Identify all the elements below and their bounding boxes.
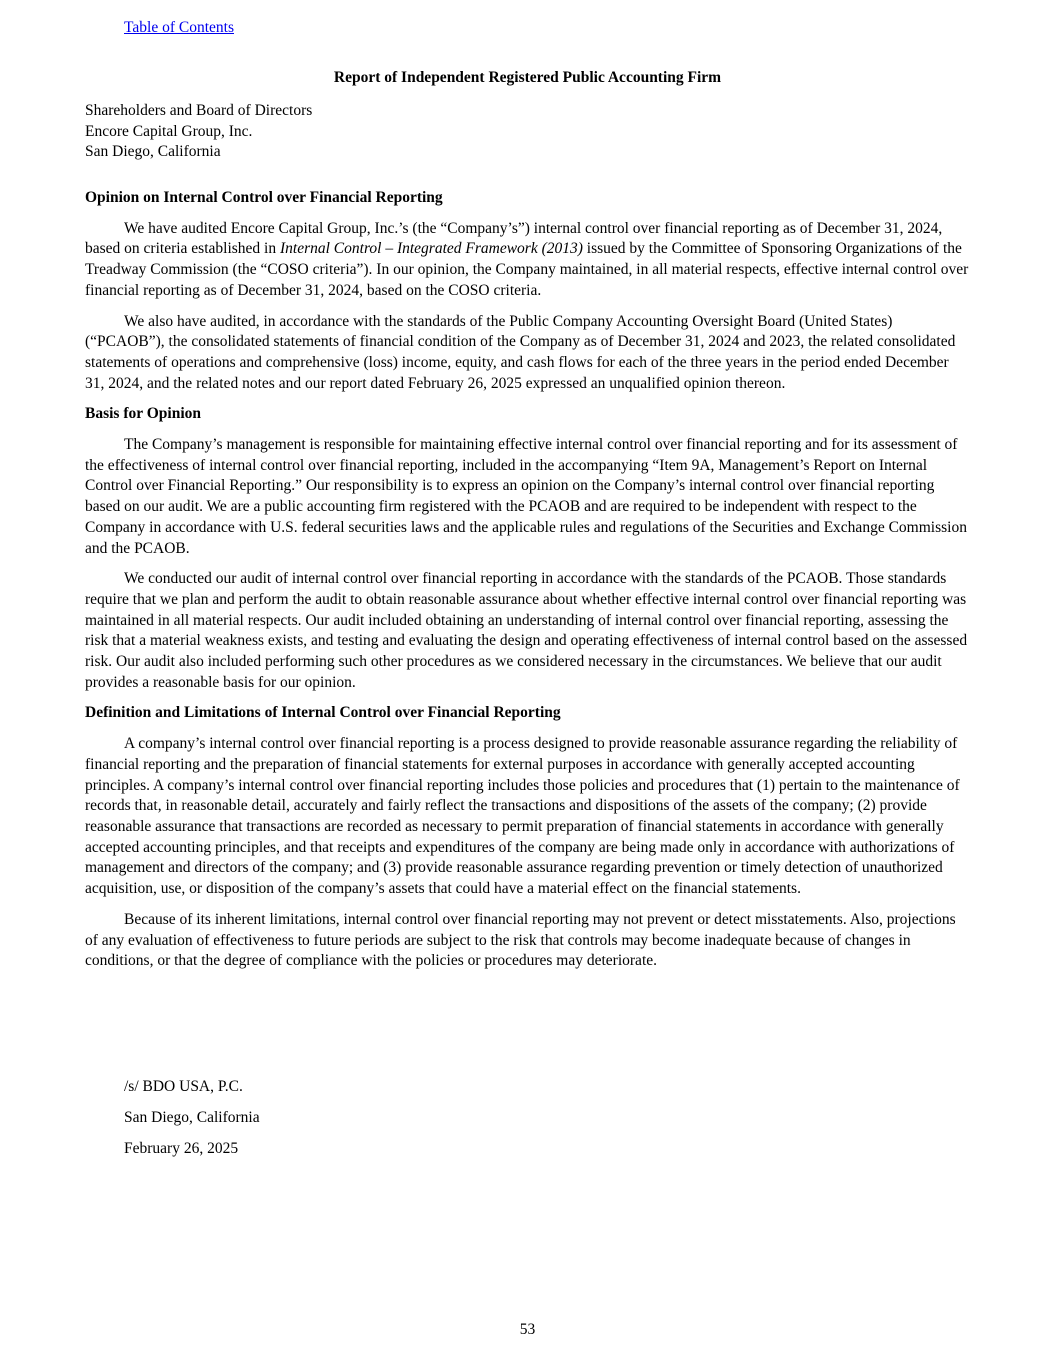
- addressee-line-2: Encore Capital Group, Inc.: [85, 122, 253, 140]
- definition-paragraph-1: A company’s internal control over financial reporting is a process designed to provide reasonable assurance regarding the reliability of financial reporting and the preparation of financial statements for external purposes in accordance with generally accepted accounting principles. A company’s internal control over financial reporting includes those policies and procedures that (1) pertain to the maintenance of records that, in reasonable detail, accurately and fairly reflect the transactions and dispositions of the assets of the company; (2) provide reasonable assurance that transactions are recorded as necessary to permit preparation of financial statements in accordance with generally accepted accounting principles, and that receipts and expenditures of the company are being made only in accordance with authorizations of management and directors of the company; and (3) provide reasonable assurance regarding prevention or timely detection of unauthorized acquisition, use, or disposition of the company’s assets that could have a material effect on the financial statements.: [85, 735, 960, 898]
- opinion-heading: Opinion on Internal Control over Financial Reporting: [85, 189, 443, 206]
- addressee-block: [85, 101, 312, 163]
- signature-location: San Diego, California: [124, 1109, 260, 1127]
- signature-date: February 26, 2025: [124, 1140, 239, 1158]
- opinion-p1-text-start: We have audited Encore Capital Group, Inc.’s (the “Company’s”) internal control over financial reporting as of December 31, 2024, based on criteria established in: [85, 219, 943, 258]
- signature-firm: /s/ BDO USA, P.C.: [124, 1078, 243, 1095]
- basis-paragraph-2: We conducted our audit of internal control over financial reporting in accordance with the standards of the PCAOB. Those standards require that we plan and perform the audit to obtain reasonable assurance about whether effective internal control over financial reporting was maintained in all material respects. Our audit included obtaining an understanding of internal control over financial reporting, assessing the risk that a material weakness exists, and testing and evaluating the design and operating effectiveness of internal control based on the assessed risk. Our audit also included performing such other procedures as we considered necessary in the circumstances. We believe that our audit provides a reasonable basis for our opinion.: [85, 570, 968, 691]
- basis-heading: Basis for Opinion: [85, 405, 202, 423]
- basis-paragraph-1: The Company’s management is responsible for maintaining effective internal control over financial reporting and for its assessment of the effectiveness of internal control over financial reporting, included in the accompanying “Item 9A, Management’s Report on Internal Control over Financial Reporting.” Our responsibility is to express an opinion on the Company’s internal control over financial reporting based on our audit. We are a public accounting firm registered with the PCAOB and are required to be independent with respect to the Company in accordance with U.S. federal securities laws and the applicable rules and regulations of the Securities and Exchange Commission and the PCAOB.: [85, 436, 967, 557]
- addressee-line-1: Shareholders and Board of Directors: [85, 102, 313, 119]
- opinion-paragraph-1: [85, 219, 969, 302]
- definition-heading: Definition and Limitations of Internal Control over Financial Reporting: [85, 704, 561, 722]
- addressee-line-3: San Diego, California: [85, 143, 221, 161]
- opinion-p1-text-end: issued by the Committee of Sponsoring Organizations of the Treadway Commission (the “COSO criteria”). In our opinion, the Company maintained, in all material respects, effective internal control over financial reporting as of December 31, 2024, based on the COSO criteria.: [85, 240, 969, 299]
- report-body: [85, 188, 969, 982]
- report-title: Report of Independent Registered Public Accounting Firm: [333, 69, 722, 86]
- coso-framework-title: Internal Control – Integrated Framework (2013): [279, 240, 583, 258]
- page-number: 53: [519, 1321, 536, 1338]
- opinion-paragraph-2: We also have audited, in accordance with the standards of the Public Company Accounting Oversight Board (United States) (“PCAOB”), the consolidated statements of financial condition of the Company as of December 31, 2024 and 2023, the related consolidated statements of operations and comprehensive (loss) income, equity, and cash flows for each of the three years in the period ended December 31, 2024, and the related notes and our report dated February 26, 2025 expressed an unqualified opinion thereon.: [85, 312, 956, 392]
- table-of-contents-link[interactable]: Table of Contents: [124, 19, 234, 36]
- definition-paragraph-2: Because of its inherent limitations, internal control over financial reporting may not prevent or detect misstatements. Also, projections of any evaluation of effectiveness to future periods are subject to the risk that controls may become inadequate because of changes in conditions, or that the degree of compliance with the policies or procedures may deteriorate.: [85, 910, 956, 970]
- signature-block: [124, 1077, 260, 1171]
